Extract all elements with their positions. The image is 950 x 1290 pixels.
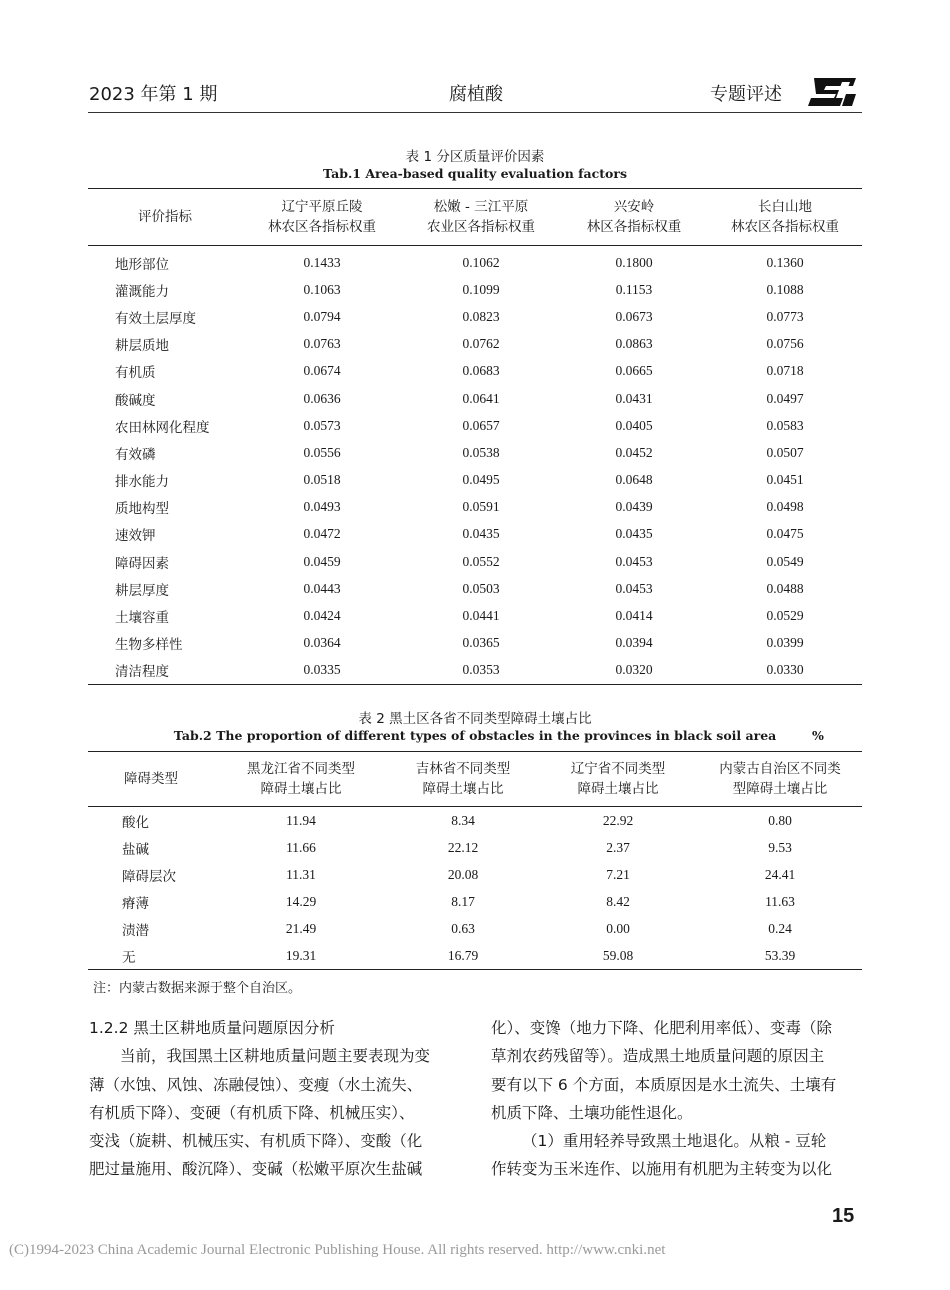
value-cell: 0.0823: [462, 308, 500, 324]
value-cell: 0.0488: [766, 580, 804, 596]
row-label-cell: 酸碱度: [115, 392, 156, 409]
value-cell: 19.31: [285, 947, 317, 963]
row-label-cell: 地形部位: [115, 256, 169, 273]
table-row: [88, 807, 862, 835]
value-cell: 22.92: [602, 812, 634, 828]
table-row: [88, 888, 862, 915]
row-label-cell: 障碍层次: [122, 868, 176, 885]
value-cell: 16.79: [447, 947, 479, 963]
value-cell: 0.0441: [462, 608, 500, 624]
value-cell: 0.1062: [462, 254, 500, 270]
right-column: [491, 1014, 863, 1184]
table-row: [88, 276, 862, 303]
value-cell: 0.0718: [766, 363, 804, 379]
table1-caption-cn: 表 1 分区质量评价因素: [405, 149, 545, 165]
table2-header: 障碍类型: [88, 752, 214, 807]
value-cell: 0.0459: [303, 553, 341, 569]
value-cell: 0.0435: [615, 526, 653, 542]
value-cell: 14.29: [285, 893, 317, 909]
table-row: [88, 246, 862, 277]
row-label-cell: 瘠薄: [122, 895, 149, 912]
value-cell: 0.0756: [766, 336, 804, 352]
value-cell: 0.1800: [615, 254, 653, 270]
value-cell: 0.1360: [766, 254, 804, 270]
row-label-cell: 灌溉能力: [115, 283, 169, 300]
table-row: [88, 657, 862, 685]
body-line: （1）重用轻养导致黑土地退化。从粮 - 豆轮: [522, 1132, 827, 1151]
value-cell: 0.0518: [303, 472, 341, 488]
value-cell: 0.0353: [462, 662, 500, 678]
value-cell: 0.0435: [462, 526, 500, 542]
body-line: 肥过量施用、酸沉降）、变碱（松嫩平原次生盐碱: [89, 1160, 423, 1179]
body-line: 化）、变馋（地力下降、化肥利用率低）、变毒（除: [491, 1019, 833, 1037]
table2-header-row: [88, 752, 862, 807]
value-cell: 0.0497: [766, 390, 804, 406]
value-cell: 0.0863: [615, 336, 653, 352]
value-cell: 0.0443: [303, 580, 341, 596]
value-cell: 11.94: [286, 812, 316, 828]
value-cell: 0.1063: [303, 281, 341, 297]
value-cell: 0.00: [606, 920, 630, 936]
value-cell: 0.0674: [303, 363, 341, 379]
table-row: [88, 575, 862, 602]
value-cell: 0.0529: [766, 608, 804, 624]
left-column: [89, 1014, 464, 1184]
value-cell: 11.66: [286, 839, 316, 855]
value-cell: 0.0683: [462, 363, 500, 379]
row-label-cell: 有效磷: [115, 446, 156, 463]
value-cell: 0.0503: [462, 580, 500, 596]
table-row: [88, 942, 862, 970]
value-cell: 0.0365: [462, 635, 500, 651]
value-cell: 0.0648: [615, 472, 653, 488]
journal-logo-icon: [806, 74, 858, 110]
body-line: 当前，我国黑土区耕地质量问题主要表现为变: [120, 1047, 431, 1066]
value-cell: 53.39: [764, 947, 796, 963]
header-rule: [88, 112, 862, 113]
table-row: [88, 412, 862, 439]
row-label-cell: 渍潜: [122, 922, 149, 939]
row-label-cell: 耕层厚度: [115, 582, 169, 599]
body-line: 作转变为玉米连作、以施用有机肥为主转变为以化: [491, 1160, 833, 1179]
value-cell: 0.0636: [303, 390, 341, 406]
table-row: [88, 834, 862, 861]
table-row: [88, 303, 862, 330]
row-label-cell: 耕层质地: [115, 338, 169, 355]
value-cell: 0.0405: [615, 417, 653, 433]
value-cell: 0.80: [768, 812, 792, 828]
value-cell: 0.0453: [615, 580, 653, 596]
value-cell: 0.0472: [303, 526, 341, 542]
value-cell: 0.0763: [303, 336, 341, 352]
row-label-cell: 酸化: [122, 814, 149, 831]
table2-header: 吉林省不同类型 障碍土壤占比: [388, 752, 538, 807]
table-row: [88, 915, 862, 942]
value-cell: 0.0641: [462, 390, 500, 406]
value-cell: 8.42: [606, 893, 630, 909]
value-cell: 0.0762: [462, 336, 500, 352]
value-cell: 0.0394: [615, 635, 653, 651]
value-cell: 0.0507: [766, 444, 804, 460]
value-cell: 0.0451: [766, 472, 804, 488]
row-label-cell: 清洁程度: [115, 664, 169, 681]
table-row: [88, 439, 862, 466]
table-row: [88, 331, 862, 358]
value-cell: 0.0452: [615, 444, 653, 460]
value-cell: 0.0773: [766, 308, 804, 324]
table-row: [88, 602, 862, 629]
table2-caption-cn: 表 2 黑土区各省不同类型障碍土壤占比: [358, 711, 592, 727]
value-cell: 0.0573: [303, 417, 341, 433]
value-cell: 0.0673: [615, 308, 653, 324]
value-cell: 0.0498: [766, 499, 804, 515]
table-row: [88, 385, 862, 412]
issue-label: 2023 年第 1 期: [89, 84, 218, 105]
copyright-footer: (C)1994-2023 China Academic Journal Electronic Publishing House. All rights reserved. http://www.cnki.net: [9, 1242, 666, 1258]
value-cell: 0.0320: [615, 662, 653, 678]
row-label-cell: 生物多样性: [115, 637, 183, 654]
value-cell: 0.0538: [462, 444, 500, 460]
value-cell: 0.0475: [766, 526, 804, 542]
table1-header: 长白山地 林农区各指标权重: [708, 189, 862, 246]
table2-header: 内蒙古自治区不同类 型障碍土壤占比: [698, 752, 862, 807]
row-label-cell: 有机质: [115, 365, 156, 382]
value-cell: 0.1433: [303, 254, 341, 270]
value-cell: 0.0583: [766, 417, 804, 433]
value-cell: 0.0556: [303, 444, 341, 460]
value-cell: 0.0364: [303, 635, 341, 651]
value-cell: 0.0335: [303, 662, 341, 678]
table1-caption-en: Tab.1 Area-based quality evaluation factors: [323, 166, 627, 181]
table1-header-row: [88, 189, 862, 246]
value-cell: 0.0493: [303, 499, 341, 515]
table-row: [88, 548, 862, 575]
row-label-cell: 土壤容重: [115, 610, 169, 627]
table1-header: 辽宁平原丘陵 林农区各指标权重: [242, 189, 402, 246]
row-label-cell: 无: [122, 949, 136, 966]
value-cell: 9.53: [768, 839, 792, 855]
body-line: 要有以下 6 个方面，本质原因是水土流失、土壤有: [491, 1075, 837, 1094]
table-row: [88, 861, 862, 888]
value-cell: 0.1153: [615, 281, 653, 297]
table-row: [88, 630, 862, 657]
value-cell: 0.0591: [462, 499, 500, 515]
table1-header: 松嫩 - 三江平原 农业区各指标权重: [402, 189, 560, 246]
table-row: [88, 358, 862, 385]
journal-title: 腐植酸: [449, 84, 503, 105]
value-cell: 8.34: [451, 812, 475, 828]
value-cell: 11.63: [765, 893, 795, 909]
value-cell: 0.0657: [462, 417, 500, 433]
value-cell: 0.0439: [615, 499, 653, 515]
value-cell: 8.17: [451, 893, 475, 909]
value-cell: 7.21: [606, 866, 630, 882]
row-label-cell: 速效钾: [115, 528, 156, 545]
table2-caption-en: Tab.2 The proportion of different types of obstacles in the provinces in black soil area: [173, 728, 777, 743]
table-row: [88, 494, 862, 521]
value-cell: 0.1088: [766, 281, 804, 297]
value-cell: 0.0665: [615, 363, 653, 379]
body-line: 机质下降、土壤功能性退化。: [491, 1103, 693, 1122]
table1-header: 兴安岭 林区各指标权重: [560, 189, 708, 246]
row-label-cell: 质地构型: [115, 501, 169, 518]
value-cell: 0.0424: [303, 608, 341, 624]
value-cell: 0.0330: [766, 662, 804, 678]
table2-note: 注：内蒙古数据来源于整个自治区。: [93, 981, 302, 996]
row-label-cell: 障碍因素: [115, 555, 169, 572]
value-cell: 20.08: [447, 866, 479, 882]
table-row: [88, 467, 862, 494]
table2-unit: %: [812, 728, 824, 743]
section-heading: 1.2.2 黑土区耕地质量问题原因分析: [89, 1019, 335, 1037]
value-cell: 11.31: [286, 866, 316, 882]
table1: [88, 188, 862, 685]
row-label-cell: 农田林网化程度: [115, 419, 210, 436]
value-cell: 0.0431: [615, 390, 653, 406]
table2: [88, 751, 862, 970]
table1-header: 评价指标: [88, 189, 242, 246]
value-cell: 0.1099: [462, 281, 500, 297]
value-cell: 0.0549: [766, 553, 804, 569]
row-label-cell: 排水能力: [115, 474, 169, 491]
value-cell: 22.12: [447, 839, 479, 855]
value-cell: 0.0495: [462, 472, 500, 488]
body-line: 草剂农药残留等）。造成黑土地质量问题的原因主: [491, 1047, 825, 1066]
body-line: 有机质下降）、变硬（有机质下降、机械压实）、: [89, 1103, 415, 1122]
value-cell: 0.0414: [615, 608, 653, 624]
row-label-cell: 有效土层厚度: [115, 310, 196, 327]
row-label-cell: 盐碱: [122, 841, 149, 858]
table2-header: 辽宁省不同类型 障碍土壤占比: [538, 752, 698, 807]
value-cell: 0.0794: [303, 308, 341, 324]
value-cell: 0.0453: [615, 553, 653, 569]
value-cell: 59.08: [602, 947, 634, 963]
section-label: 专题评述: [710, 84, 782, 105]
table-row: [88, 521, 862, 548]
page-number: 15: [832, 1205, 855, 1227]
table2-header: 黑龙江省不同类型 障碍土壤占比: [214, 752, 388, 807]
value-cell: 0.24: [768, 920, 792, 936]
value-cell: 24.41: [764, 866, 796, 882]
value-cell: 0.63: [451, 920, 475, 936]
value-cell: 21.49: [285, 920, 317, 936]
value-cell: 0.0552: [462, 553, 500, 569]
value-cell: 0.0399: [766, 635, 804, 651]
body-line: 薄（水蚀、风蚀、冻融侵蚀）、变瘦（水土流失、: [89, 1075, 423, 1094]
body-line: 变浅（旋耕、机械压实、有机质下降）、变酸（化: [89, 1132, 423, 1151]
value-cell: 2.37: [606, 839, 630, 855]
